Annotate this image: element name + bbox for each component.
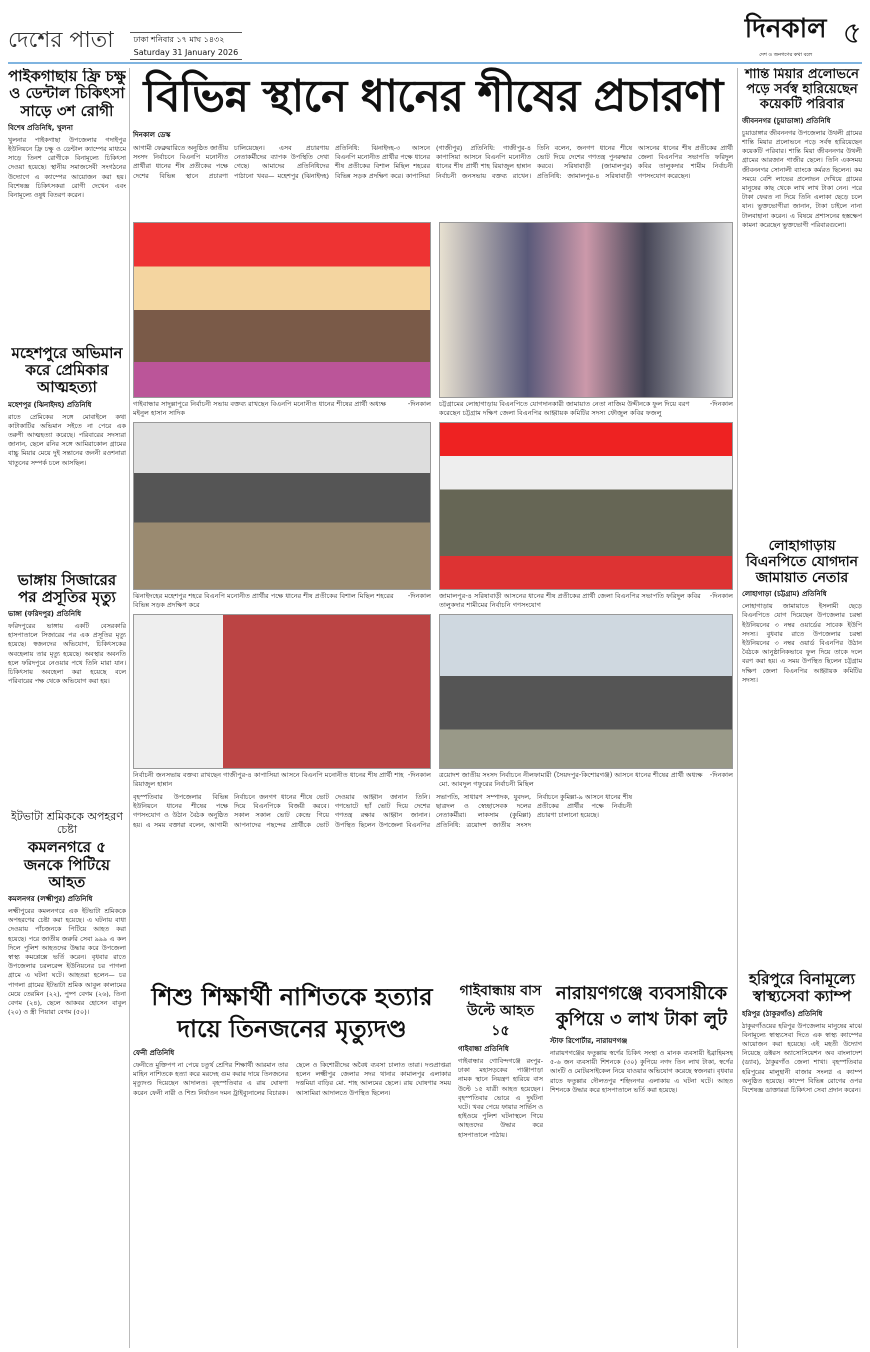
photo-caption	[133, 400, 431, 418]
caption-text: চট্টগ্রামের লোহাগাড়ায় বিএনপিতে যোগদানকারী জামায়াত নেতা নাজিম উদ্দীনকে ফুল দিয়ে বরণ করেছেন চট্টগ্রাম দক্ষিণ জেলা বিএনপির আহ্বায়ক কমিটির সদস্য ফৌজুল কবির ফজলু	[439, 400, 690, 417]
photo-caption	[439, 771, 733, 789]
headline: পাইকগাছায় ফ্রি চক্ষু ও ডেন্টাল চিকিৎসা সাড়ে ৩শ রোগী	[8, 68, 126, 120]
byline: স্টাফ রিপোর্টার, নারায়ণগঞ্জ	[550, 1037, 628, 1045]
article-text: বৃহস্পতিবার উপজেলার বিভিন্ন ইউনিয়নে ধানের শীষের পক্ষে গণসংযোগ ও উঠান বৈঠক অনুষ্ঠিত হয়। এ সময় বক্তারা বলেন, আগামী নির্বাচনে জনগণ ধানের শীষে ভোট দিয়ে বিএনপিকে বিজয়ী করবে। সকাল সকাল ভোট কেন্দ্রে গিয়ে আপনাদের পছন্দের প্রার্থীকে ভোট দেওয়ার আহ্বান জানান তিনি। গণভোটে হ্যাঁ ভোট দিয়ে দেশের গণতন্ত্র রক্ষার আহ্বান জানান। উপস্থিত ছিলেন উপজেলা বিএনপির সভাপতি, সাধারণ সম্পাদক, যুবদল, ছাত্রদল ও স্বেচ্ছাসেবক দলের নেতাকর্মীরা। লাকসাম (কুমিল্লা) প্রতিনিধি: ত্রয়োদশ জাতীয় সংসদ নির্বাচনে কুমিল্লা-৯ আসনে ধানের শীষ প্রতীকের প্রার্থীর পক্ষে নির্বাচনী প্রচারণা চালানো হয়েছে।	[133, 793, 632, 829]
article-text: ফেনীতে মুক্তিপণ না পেয়ে চতুর্থ শ্রেণির শিক্ষার্থী আরমান তার মাহিন নাশিতকে হত্যা করে মরদেহ গুম করার দায়ে তিনজনের মৃত্যুদণ্ড দিয়েছেন আদালত। বৃহস্পতিবার এ রায় ঘোষণা করেন ফেনী নারী ও শিশু নির্যাতন দমন ট্রাইব্যুনালের বিচারক। ছেলে ও কিশোরীদের অবৈধ ব্যবসা চালাত তারা। দণ্ডপ্রাপ্তরা হলেন লক্ষ্মীপুর জেলার সদর থানার কামালপুর এলাকার দত্তমিয়া বাড়ির মো. শাহ আলমের ছেলে। রায় ঘোষণার সময় আসামিরা আদালতে উপস্থিত ছিলেন।	[133, 1061, 451, 1097]
left-column	[8, 68, 126, 1348]
photo-item	[439, 614, 733, 789]
photo-caption	[133, 771, 431, 789]
photo-credit: -দিনকাল	[709, 400, 733, 408]
article-text: ফরিদপুরের ভাঙ্গায় একটি বেসরকারি হাসপাতালে সিজারের পর এক প্রসূতির মৃত্যু হয়েছে। স্বজনদের অভিযোগ, চিকিৎসকের অবহেলায় তার মৃত্যু হয়েছে। অবস্থার অবনতি হলে ফরিদপুরে নেওয়ার পথে তিনি মারা যান। চিকিৎসায় অবহেলা করা হয়েছে বলে পরিবারের পক্ষ থেকে অভিযোগ করা হয়।	[8, 622, 126, 686]
headline: গাইবান্ধায় বাস উল্টে আহত ১৫	[459, 983, 542, 1039]
article-text: খুলনার পাইকগাছা উপজেলার গদাইপুর ইউনিয়নে ফ্রি চক্ষু ও ডেন্টাল ক্যাম্পের মাধ্যমে সাড়ে তিনশ রোগীকে বিনামূল্যে চিকিৎসা দেওয়া হয়েছে। স্থানীয় সমাজসেবী সংগঠনের উদ্যোগে এ ক্যাম্পের আয়োজন করা হয়। বিশেষজ্ঞ চিকিৎসকরা রোগী দেখেন এবং বিনামূল্যে ওষুধ বিতরণ করেন।	[8, 135, 126, 199]
photo-welcome	[439, 222, 733, 398]
photo-item	[133, 614, 431, 789]
caption-text: জামালপুর-৪ সরিষাবাড়ী আসনের ধানের শীষ প্রতীকের প্রার্থী জেলা বিএনপির সভাপতি ফরিদুল কবির তালুকদার শামীমের নির্বাচনি গণসংযোগ	[439, 592, 701, 609]
headline: শান্তি মিয়ার প্রলোভনে পড়ে সর্বস্ব হারিয়েছেন কয়েকটি পরিবার	[745, 68, 859, 112]
article-text: লোহাগাড়ায় জামায়াতে ইসলামী ছেড়ে বিএনপিতে যোগ দিয়েছেন উপজেলার চরম্বা ইউনিয়নের ৩ নম্বর ওয়ার্ডের সাবেক ইউপি সদস্য। বুধবার রাতে উপজেলার চরম্বা ইউনিয়নের ৩ নম্বর ওয়ার্ড বিএনপির উঠান বৈঠকে আনুষ্ঠানিকভাবে ফুল দিয়ে তাকে দলে বরণ করা হয়। এ সময় উপস্থিত ছিলেন চট্টগ্রাম দক্ষিণ জেলা বিএনপির আহ্বায়ক কমিটির সদস্য।	[742, 602, 862, 684]
headline: কমলনগরে ৫ জনকে পিটিয়ে আহত	[24, 838, 110, 891]
article-text: লক্ষ্মীপুরের কমলনগরে এক ইটভাটা শ্রমিককে অপহরণের চেষ্টা করা হয়েছে। এ ঘটনায় বাধা দেওয়ায় পাঁচজনকে পিটিয়ে আহত করা হয়েছে। পরে জাতীয় জরুরি সেবা ৯৯৯ এ কল দিলে পুলিশ আহতদের উদ্ধার করে উপজেলা স্বাস্থ্য কমপ্লেক্সে ভর্তি করেন। বৃধবার রাতে উপজেলার চরলরেন্স ইউনিয়নের চর পাগলা গ্রামে এ ঘটনা ঘটে। আহতরা হলেন— চর পাগলা গ্রামের ইটভাটা শ্রমিক আবুল কালামের মেয়ে তেরমিন (২২), পুষ্প বেগম (২৬), তিনা বেগম (২৪), ছেলে আকবর হোসেন বাবুল (২০) ও স্ত্রী পিয়ারা বেগম (৫০)।	[8, 907, 126, 1017]
story-death-sentence	[133, 981, 451, 1171]
right-column	[742, 68, 862, 1348]
photo-item	[439, 422, 733, 610]
photo-credit: -দিনকাল	[407, 592, 431, 600]
headline: লোহাগাড়ায় বিএনপিতে যোগদান জামায়াত নেতার	[745, 537, 859, 586]
headline: মহেশপুরে অভিমান করে প্রেমিকার আত্মহত্যা	[11, 343, 123, 397]
photo-credit: -দিনকাল	[407, 771, 431, 779]
byline: গাইবান্ধা প্রতিনিধি	[458, 1045, 509, 1053]
photo-row	[133, 222, 733, 418]
byline: লোহাগাড়া (চট্টগ্রাম) প্রতিনিধি	[742, 590, 827, 599]
article-text: নারায়ণগঞ্জের ফতুল্লায় স্বর্ণের চিকিৎ সংস্থা ও মানক ব্যবসায়ী ইব্রাহিমসহ ৫-৬ জন ব্যবসায়ী শিশনকে (৩০) কুপিয়ে নগদ তিন লাখ টাকা, স্বর্ণের আংটি ও মোটরসাইকেল নিয়ে যাওয়ার অভিযোগ করেছে স্বজনরা। বৃধবার রাতে ফতুল্লার দৌলতপুর শহিদনগর এলাকায় এ ঘটনা ঘটে। আহত শিশনকে উদ্ধার করে হাসপাতালে ভর্তি করা হয়েছে।	[550, 1049, 733, 1094]
photo-march	[439, 614, 733, 769]
kicker: ইটভাটা শ্রমিককে অপহরণ চেষ্টা	[11, 810, 123, 836]
page-number: ৫	[842, 16, 862, 51]
byline: ভাঙ্গা (ফরিদপুর) প্রতিনিধি	[8, 610, 82, 618]
photo-campaign	[439, 422, 733, 590]
caption-text: গাইবান্ধার সাদুল্লাপুরে নির্বাচনী সভায় বক্তব্য রাখছেন বিএনপি মনোনীত ধানের শীষের প্রার্থী অধ্যক্ষ মইনুল হাসান সাদিক	[133, 400, 387, 417]
story-robbery	[550, 981, 733, 1171]
caption-text: নির্বাচনী জনসভায় বক্তব্য রাখছেন গাজীপুর-৪ কাপাসিয়া আসনে বিএনপি মনোনীত ধানের শীষ প্রার্থী শাহ রিয়াজুল হান্নান	[133, 771, 404, 788]
byline: জীবননগর (চুয়াডাঙ্গা) প্রতিনিধি	[742, 116, 831, 125]
photo-item	[133, 422, 431, 610]
photo-item	[439, 222, 733, 418]
caption-text: ত্রয়োদশ জাতীয় সংসদ নির্বাচনে নীলফামারী (সৈয়দপুর-কিশোরগঞ্জ) আসনে ধানের শীষের প্রার্থী অধ্যক্ষ মো. আবদুল গফুরের নির্বাচনী মিছিল	[439, 771, 703, 788]
center-column	[133, 68, 733, 1171]
article-text: আগামী ফেব্রুয়ারিতে অনুষ্ঠিত জাতীয় সংসদ নির্বাচনে বিএনপি মনোনীত প্রার্থীরা ধানের শীষ প্রতীকের পক্ষে দেশের বিভিন্ন স্থানে প্রচারণা চালিয়েছেন। এসব প্রচারণায় নেতাকর্মীদের ব্যাপক উপস্থিতি দেখা গেছে। আমাদের প্রতিনিধিদের পাঠানো খবর— মহেশপুর (ঝিনাইদহ) প্রতিনিধি: ঝিনাইদহ-৩ আসনে বিএনপি মনোনীত প্রার্থীর পক্ষে ধানের শীষ প্রতীকের বিশাল মিছিল শহরের বিভিন্ন সড়ক প্রদক্ষিণ করে। কাপাসিয়া (গাজীপুর) প্রতিনিধি: গাজীপুর-৪ কাপাসিয়া আসনে বিএনপি মনোনীত ধানের শীষ প্রার্থী শাহ রিয়াজুল হান্নান নির্বাচনী জনসভায় বক্তব্য রাখেন। তিনি বলেন, জনগণ ধানের শীষে ভোট দিয়ে দেশের গণতন্ত্র পুনরুদ্ধার করবে। সরিষাবাড়ী (জামালপুর) প্রতিনিধি: জামালপুর-৪ সরিষাবাড়ী আসনের ধানের শীষ প্রতীকের প্রার্থী জেলা বিএনপির সভাপতি ফরিদুল কবির তালুকদার শামীম নির্বাচনী গণসংযোগ করেছেন।	[133, 144, 733, 180]
header-divider	[8, 62, 862, 64]
photo-credit: -দিনকাল	[709, 771, 733, 779]
photo-caption	[439, 592, 733, 610]
article-text: রাতে প্রেমিকের সঙ্গে মোবাইলে কথা কাটাকাটির অভিমান সইতে না পেরে এক তরুণী আত্মহত্যা করেছে। পরিবারের সদস্যরা জানান, ছেলে রনির সঙ্গে আমিরাকোল গ্রামের বাচ্চু মিয়ার মেয়ে দুই সন্তানের জননী রওশনারা খাতুনের সম্পর্ক চলে আসছিল।	[8, 412, 126, 467]
article-text: ঠাকুরগাঁওয়ের হরিপুর উপজেলায় মানুষের মাঝে বিনামূল্যে স্বাস্থ্যসেবা দিতে এক স্বাস্থ্য ক্যাম্পের আয়োজন করা হয়েছে। এই মহতী উদ্যোগ নিয়েছে ডক্টরস অ্যাসোসিয়েশন অব বাংলাদেশ (ড্যাব), ঠাকুরগাঁও জেলা শাখা। বৃহস্পতিবার হরিপুরের মালুহানী বাজার সংলগ্ন এ ক্যাম্প অনুষ্ঠিত হয়েছে। কাম্পে বিভিন্ন রোগের ওপর বিশেষজ্ঞ ডাক্তাররা চিকিৎসা সেবা প্রদান করেন।	[742, 1021, 862, 1095]
column-rule	[129, 68, 130, 1348]
byline: মহেশপুর (ঝিনাইদহ) প্রতিনিধি	[8, 400, 92, 409]
column-rule	[737, 68, 738, 1348]
date-english: Saturday 31 January 2026	[133, 48, 239, 57]
photo-procession	[133, 422, 431, 590]
bottom-stories	[133, 981, 733, 1171]
byline: বিশেষ প্রতিনিধি, খুলনা	[8, 123, 73, 132]
photo-row	[133, 422, 733, 610]
photo-caption	[439, 400, 733, 418]
byline: কমলনগর (লক্ষ্মীপুর) প্রতিনিধি	[8, 895, 93, 904]
logo-tagline: দেশ ও জনগণের কথা বলে	[759, 52, 813, 58]
photo-credit: -দিনকাল	[407, 400, 431, 408]
photo-row	[133, 614, 733, 789]
photo-caption	[133, 592, 431, 610]
article-text: চুয়াডাঙ্গার জীবননগর উপজেলার উথলী গ্রামের শান্তি মিয়ার প্রলোভনে পড়ে সর্বস্ব হারিয়েছেন কয়েকটি পরিবার। শান্তি মিয়া জীবননগর উথলী গ্রামের আরজান গাজীর ছেলে। তিনি একসময় জীবননগর সোনালী ব্যাংকে কর্মরত ছিলেন। কম সময়ে বেশি লাভের প্রলোভন দেখিয়ে গ্রামের মানুষের কাছ থেকে লাখ লাখ টাকা নেন। পরে টাকা ফেরত না দিয়ে তিনি এলাকা ছেড়ে চলে যান। ভুক্তভোগীরা জানান, টাকা চাইলে নানা টালবাহানা করেন। এ বিষয়ে প্রশাসনের হস্তক্ষেপ কামনা করেছেন ভুক্তভোগী পরিবারগুলো।	[742, 128, 862, 229]
masthead	[8, 14, 862, 60]
newspaper-logo	[745, 8, 827, 60]
headline: নারায়ণগঞ্জে ব্যবসায়ীকে কুপিয়ে ৩ লাখ টাকা লুট	[555, 983, 728, 1030]
caption-text: ঝিনাইদহের মহেশপুর শহরে বিএনপি মনোনীত প্রার্থীর পক্ষে ধানের শীষ প্রতীকের বিশাল মিছিল শহরের বিভিন্ন সড়ক প্রদক্ষিণ করে	[133, 592, 394, 609]
headline: হরিপুরে বিনামূল্যে স্বাস্থ্যসেবা ক্যাম্প	[749, 970, 855, 1006]
main-headline: বিভিন্ন স্থানে ধানের শীষের প্রচারণা	[143, 71, 723, 122]
headline: শিশু শিক্ষার্থী নাশিতকে হত্যার দায়ে তিনজনের মৃত্যুদণ্ড	[151, 983, 433, 1043]
section-title: দেশের পাতা	[8, 28, 114, 53]
byline: হরিপুর (ঠাকুরগাঁও) প্রতিনিধি	[742, 1009, 823, 1018]
logo-text: দিনকাল	[744, 14, 827, 44]
headline: ভাঙ্গায় সিজারের পর প্রসূতির মৃত্যু	[17, 570, 117, 606]
byline: ফেনী প্রতিনিধি	[133, 1049, 175, 1057]
photo-speech	[133, 614, 431, 769]
photo-credit: -দিনকাল	[709, 592, 733, 600]
story-bus-accident	[458, 981, 543, 1171]
date-bengali: ঢাকা শনিবার ১৭ মাঘ ১৪৩২	[133, 35, 225, 44]
byline: দিনকাল ডেস্ক	[133, 131, 171, 139]
dateline	[130, 32, 243, 60]
photo-item	[133, 222, 431, 418]
article-text: গাইবান্ধার গোবিন্দগঞ্জে রংপুর-ঢাকা মহাসড়কের পাঞ্জাপাড়া নামক স্থানে নিয়ন্ত্রণ হারিয়ে বাস উল্টে ১৫ যাত্রী আহত হয়েছেন। বৃহস্পতিবার ভোরে এ দুর্ঘটনা ঘটে। খবর পেয়ে ফায়ার সার্ভিস ও হাইওয়ে পুলিশ ঘটনাস্থলে গিয়ে আহতদের উদ্ধার করে হাসপাতালে পাঠায়।	[458, 1057, 543, 1139]
photo-rally	[133, 222, 431, 398]
